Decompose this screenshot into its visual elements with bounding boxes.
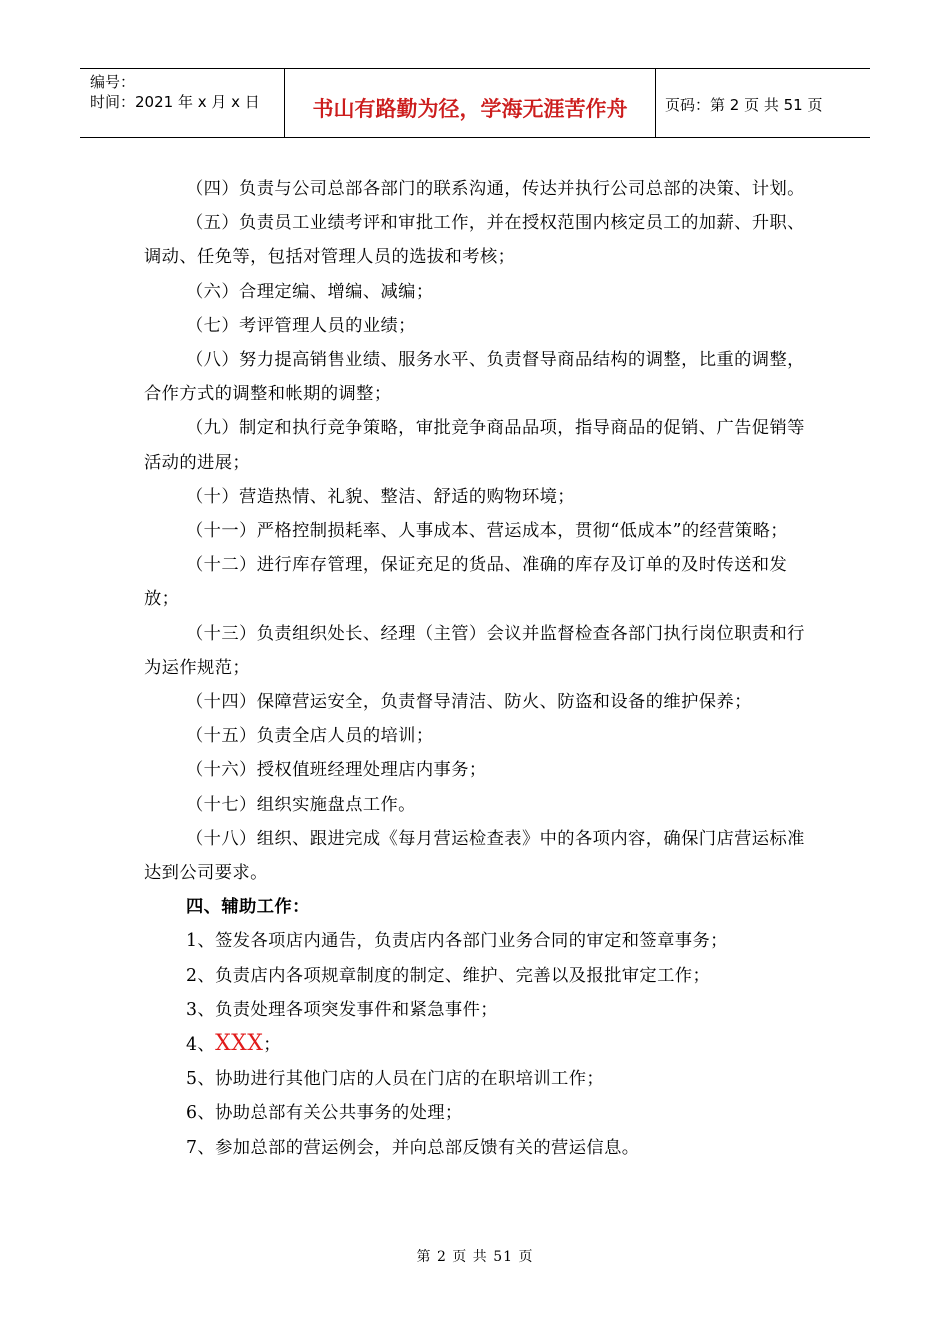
duty-item-12: （十二）进行库存管理，保证充足的货品、准确的库存及订单的及时传送和发放；: [144, 555, 788, 610]
header-motto-cell: [284, 69, 656, 137]
duty-item-7: （七）考评管理人员的业绩；: [186, 315, 416, 336]
auxiliary-item-5: 5、协助进行其他门店的人员在门店的在职培训工作；: [186, 1069, 605, 1090]
duty-item-16: （十六）授权值班经理处理店内事务；: [186, 760, 487, 781]
duty-item-18: （十八）组织、跟进完成《每月营运检查表》中的各项内容，确保门店营运标准达到公司要求。: [144, 828, 805, 884]
auxiliary-item-6: 6、协助总部有关公共事务的处理；: [186, 1103, 463, 1124]
page-footer: 第 2 页 共 51 页: [416, 1249, 534, 1265]
auxiliary-item-7: 7、参加总部的营运例会，并向总部反馈有关的营运信息。: [186, 1137, 640, 1158]
duty-item-8: （八）努力提高销售业绩、服务水平、负责督导商品结构的调整，比重的调整，合作方式的调整和帐期的调整；: [144, 350, 805, 405]
duty-item-10: （十）营造热情、礼貌、整洁、舒适的购物环境；: [186, 486, 575, 507]
header-page-cell: [655, 69, 870, 137]
document-date-label: 时间：2021 年 x 月 x 日: [90, 93, 260, 111]
auxiliary-item-4-suffix: ；: [263, 1035, 281, 1056]
duty-item-6: （六）合理定编、增编、减编；: [186, 281, 434, 302]
header-meta-cell: [80, 69, 284, 137]
duty-item-11: （十一）严格控制损耗率、人事成本、营运成本，贯彻“低成本”的经营策略；: [186, 521, 788, 542]
duty-item-5: （五）负责员工业绩考评和审批工作，并在授权范围内核定员工的加薪、升职、调动、任免等，包括对管理人员的选拔和考核；: [144, 213, 805, 268]
duty-item-4: （四）负责与公司总部各部门的联系沟通，传达并执行公司总部的决策、计划。: [186, 179, 805, 199]
section-heading-auxiliary-work: 四、辅助工作：: [186, 897, 310, 918]
auxiliary-item-4-prefix: 4、: [186, 1035, 216, 1056]
auxiliary-item-4: [144, 1027, 812, 1062]
document-body: [144, 172, 812, 1165]
auxiliary-item-1: 1、签发各项店内通告，负责店内各部门业务合同的审定和签章事务；: [186, 931, 728, 952]
document-header: [80, 68, 870, 138]
duty-item-13: （十三）负责组织处长、经理（主管）会议并监督检查各部门执行岗位职责和行为运作规范；: [144, 623, 805, 678]
duty-item-17: （十七）组织实施盘点工作。: [186, 794, 416, 815]
duty-item-9: （九）制定和执行竞争策略，审批竞争商品品项，指导商品的促销、广告促销等活动的进展；: [144, 418, 805, 473]
duty-item-14: （十四）保障营运安全，负责督导清洁、防火、防盗和设备的维护保养；: [186, 692, 752, 713]
auxiliary-item-3: 3、负责处理各项突发事件和紧急事件；: [186, 999, 498, 1020]
header-motto: 书山有路勤为径，学海无涯苦作舟: [312, 97, 628, 121]
duty-item-15: （十五）负责全店人员的培训；: [186, 726, 434, 747]
auxiliary-item-2: 2、负责店内各项规章制度的制定、维护、完善以及报批审定工作；: [186, 965, 711, 986]
header-page-info: 页码：第 2 页 共 51 页: [665, 96, 823, 114]
redacted-placeholder: XXX: [215, 1031, 264, 1057]
document-number-label: 编号：: [90, 73, 136, 91]
